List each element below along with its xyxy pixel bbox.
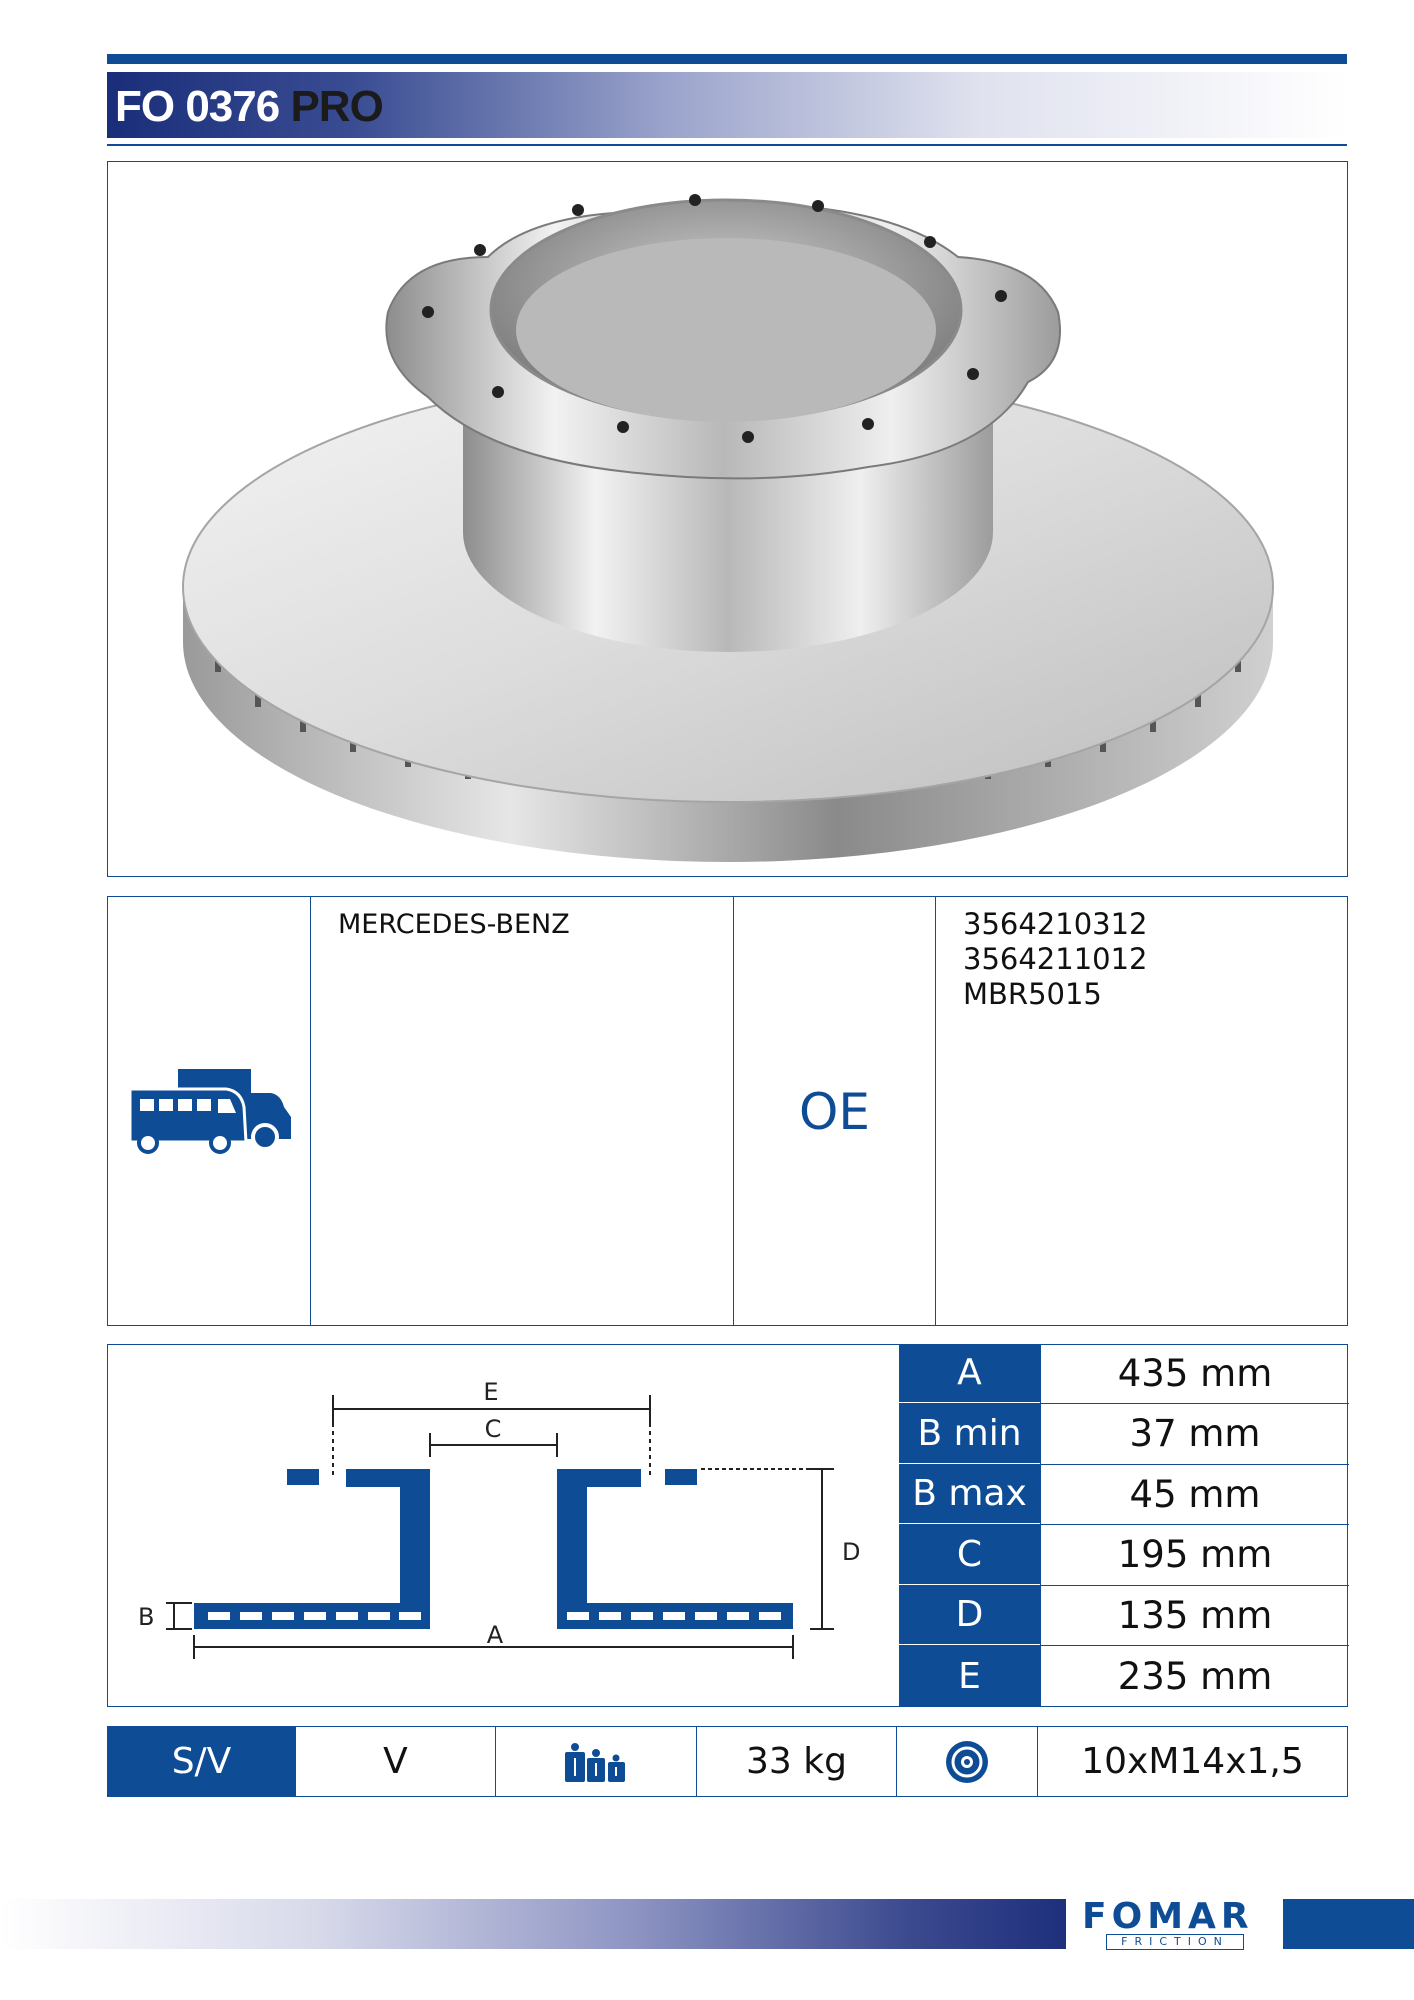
weight-icon-cell	[496, 1727, 697, 1796]
title-band	[107, 72, 1347, 138]
bottom-right-block	[1283, 1899, 1414, 1949]
diagram-label-b: B	[138, 1603, 155, 1631]
oe-numbers-cell	[936, 897, 1347, 1325]
fomar-logo	[1076, 1896, 1276, 1952]
dimension-key: E	[899, 1646, 1040, 1707]
dimension-key: B max	[899, 1465, 1040, 1525]
make-cell	[311, 897, 734, 1325]
dimension-row	[899, 1646, 1349, 1707]
dimension-value: 45 mm	[1040, 1465, 1349, 1525]
dimension-row	[899, 1525, 1349, 1586]
oe-label: OE	[799, 1083, 870, 1141]
bolt-icon-cell	[897, 1727, 1038, 1796]
bottom-gradient-band	[0, 1899, 1066, 1949]
dimension-row	[899, 1586, 1349, 1647]
spec-footer-row	[107, 1726, 1348, 1797]
dimensions-table	[899, 1344, 1349, 1707]
brake-disc-image	[108, 162, 1346, 875]
dimension-key: C	[899, 1525, 1040, 1585]
bolt-circle-icon	[944, 1739, 990, 1785]
title-underline	[107, 144, 1347, 146]
vehicle-type-cell	[108, 897, 311, 1325]
product-code: FO 0376	[115, 82, 280, 131]
product-suffix: PRO	[290, 82, 383, 131]
oe-number: MBR5015	[963, 977, 1102, 1011]
bus-truck-icon	[126, 1067, 296, 1157]
bolt-pattern-value: 10xM14x1,5	[1081, 1741, 1304, 1782]
dimension-key: B min	[899, 1404, 1040, 1464]
weights-icon	[563, 1742, 629, 1782]
brand-name: FOMAR	[1082, 1896, 1254, 1937]
oe-number: 3564211012	[963, 942, 1148, 976]
oe-number-list	[963, 907, 1148, 1012]
dimension-value: 37 mm	[1040, 1404, 1349, 1464]
dimension-row	[899, 1465, 1349, 1526]
dimension-key: D	[899, 1586, 1040, 1646]
brand-sub: FRICTION	[1106, 1934, 1244, 1950]
oe-number: 3564210312	[963, 907, 1148, 941]
cross-section-diagram	[108, 1345, 888, 1705]
application-panel	[107, 896, 1348, 1326]
dimension-key: A	[899, 1344, 1040, 1404]
weight-value: 33 kg	[697, 1727, 897, 1796]
diagram-label-d: D	[842, 1538, 861, 1566]
diagram-label-e: E	[483, 1378, 499, 1406]
dimension-value: 195 mm	[1040, 1525, 1349, 1585]
vehicle-make: MERCEDES-BENZ	[338, 909, 570, 940]
diagram-label-a: A	[486, 1621, 504, 1649]
sv-value: V	[296, 1727, 496, 1796]
sv-label: S/V	[108, 1727, 296, 1796]
product-image-panel	[107, 161, 1348, 877]
dimension-value: 135 mm	[1040, 1586, 1349, 1646]
diagram-label-c: C	[484, 1415, 502, 1443]
dimension-row	[899, 1344, 1349, 1405]
dimension-value: 235 mm	[1040, 1646, 1349, 1707]
dimension-row	[899, 1404, 1349, 1465]
top-rule	[107, 54, 1347, 64]
oe-label-cell	[734, 897, 936, 1325]
product-title	[115, 82, 383, 132]
dimensions-panel	[107, 1344, 1348, 1707]
dimension-value: 435 mm	[1040, 1344, 1349, 1404]
